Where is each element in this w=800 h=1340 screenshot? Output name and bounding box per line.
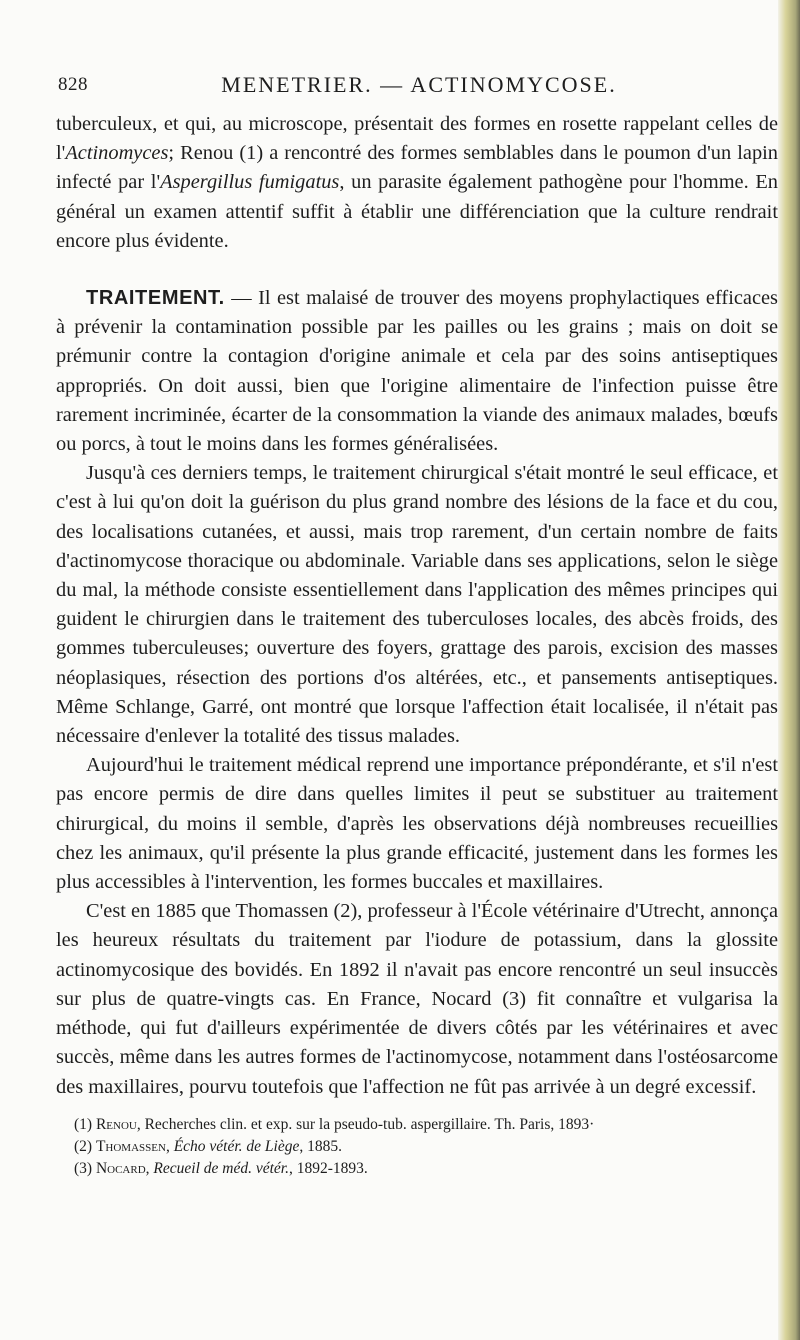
text-run: tuberculeux, et qui, au microscope, présentait des formes en rosette rappelant celles de l'	[56, 113, 778, 165]
italic-term: Actinomyces	[65, 142, 169, 165]
paragraph-3: Jusqu'à ces derniers temps, le traitement chirurgical s'était montré le seul efficace, et c'est à lui qu'on doit la guérison du plus grand nombre des lésions de la face et du cou, des localisations cutanées, et aussi, mais trop rarement, d'un certain nombre de faits d'actinomycose thoracique ou abdominale. Variable dans ses applications, selon le siège du mal, la méthode consiste essentiellement dans l'application des mêmes principes qui guident le chirurgien dans le traitement des tuberculoses locales, des abcès froids, des gommes tuberculeuses; ouverture des foyers, grattage des parois, excision des masses néoplasiques, résection des portions d'os altérées, etc., et pansements antiseptiques. Même Schlange, Garré, ont montré que lorsque l'affection était localisée, il n'était pas nécessaire d'enlever la totalité des tissus malades.	[56, 462, 778, 748]
page-header	[58, 70, 780, 100]
footnote-2	[56, 1136, 778, 1158]
text-run: ; Renou (1) a rencontré des formes semblables dans le poumon d'un lapin infecté par l'	[56, 142, 778, 194]
footnote-number: (3)	[74, 1159, 93, 1177]
footnote-3	[56, 1158, 778, 1180]
footnote-author: Nocard	[95, 1159, 146, 1177]
footnote-text: , Recherches clin. et exp. sur la pseudo-tub. aspergillaire. Th. Paris, 1893·	[136, 1115, 595, 1133]
footnote-number: (2)	[74, 1137, 93, 1155]
section-gap	[56, 256, 778, 284]
footnote-number: (1)	[74, 1115, 93, 1133]
footnote-text: , 1885.	[299, 1137, 342, 1155]
text-run: , un parasite également pathogène pour l'homme. En général un examen attentif suffit à établir une différenciation que la culture rendrait encore plus évidente.	[56, 171, 779, 252]
footnote-author: Thomassen	[95, 1137, 166, 1155]
footnotes	[56, 1114, 778, 1180]
paragraph-4: Aujourd'hui le traitement médical reprend une importance prépondérante, et s'il n'est pas encore permis de dire dans quelles limites il peut se substituer au traitement chirurgical, du moins il semble, d'après les observations déjà nombreuses recueillies chez les animaux, qu'il présente la plus grande efficacité, justement dans les formes les plus accessibles à l'intervention, les formes buccales et maxillaires.	[56, 754, 778, 894]
paragraph-2	[56, 284, 778, 459]
paragraph-5: C'est en 1885 que Thomassen (2), professeur à l'École vétérinaire d'Utrecht, annonça les heureux résultats du traitement par l'iodure de potassium, dans la glossite actinomycosique des bovidés. En 1892 il n'avait pas encore rencontré un seul insuccès sur plus de quatre-vingts cas. En France, Nocard (3) fit connaître et vulgarisa la méthode, qui fut d'ailleurs expérimentée de divers côtés par les vétérinaires et avec succès, même dans les autres formes de l'actinomycose, notamment dans l'ostéosarcome des maxillaires, pourvu toutefois que l'affection ne fût pas arrivée à un degré excessif.	[56, 900, 778, 1098]
section-heading: TRAITEMENT.	[86, 287, 225, 310]
page-number: 828	[58, 74, 88, 95]
italic-term: Aspergillus fumigatus	[160, 171, 340, 194]
footnote-text: ,	[145, 1159, 154, 1177]
body-text	[56, 110, 778, 1180]
footnote-title: Écho vétér. de Liège	[173, 1137, 300, 1155]
text-run: — Il est malaisé de trouver des moyens prophylactiques efficaces à prévenir la contamination possible par les pailles ou les grains ; mais on doit se prémunir contre la contagion d'origine animale et cela par des soins antiseptiques appropriés. On doit aussi, bien que l'origine alimentaire de l'infection puisse être rarement incriminée, écarter de la consommation la viande des animaux malades, bœufs ou porcs, à tout le moins dans les formes généralisées.	[56, 287, 778, 456]
paragraph-1	[56, 110, 778, 256]
footnote-text: ,	[165, 1137, 174, 1155]
footnote-1	[56, 1114, 778, 1136]
footnote-text: , 1892-1893.	[288, 1159, 368, 1177]
footnote-title: Recueil de méd. vétér.	[153, 1159, 289, 1177]
book-spine-edge	[778, 0, 800, 1340]
running-head: MENETRIER. — ACTINOMYCOSE.	[221, 72, 617, 97]
footnote-author: Renou	[95, 1115, 137, 1133]
